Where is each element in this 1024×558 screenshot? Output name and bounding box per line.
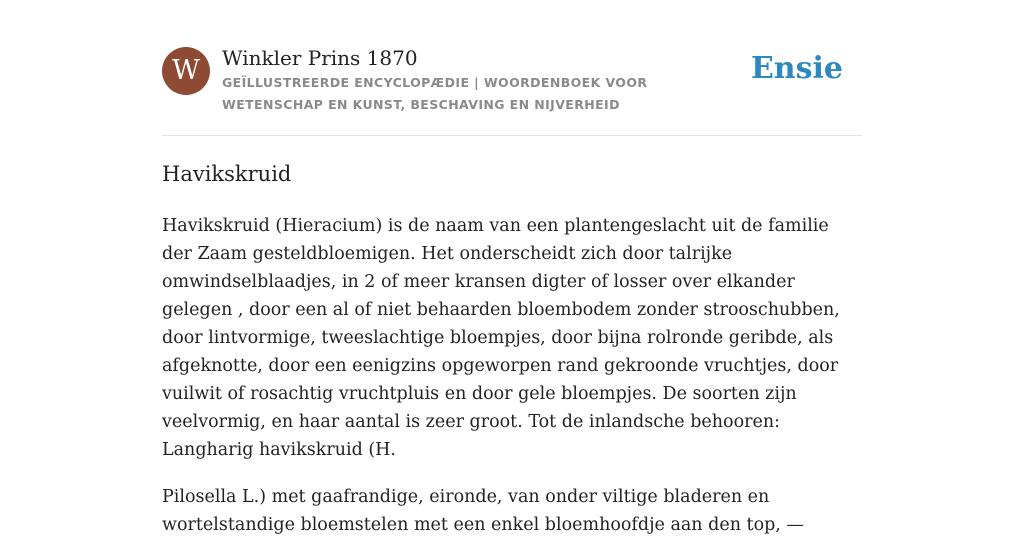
- source-subtitle: GEÏLLUSTREERDE ENCYCLOPÆDIE | WOORDENBOEK VOOR WETENSCHAP EN KUNST, BESCHAVING EN NIJVERHEID: [222, 75, 648, 112]
- source-header: [162, 45, 862, 135]
- source-title[interactable]: Winkler Prins 1870: [222, 46, 418, 70]
- article-body: [162, 212, 862, 558]
- article-paragraph: Havikskruid (Hieracium) is de naam van een plantengeslacht uit de familie der Zaam gesteldbloemigen. Het onderscheidt zich door talrijke omwindselblaadjes, in 2 of meer kransen digter of losser over elkander gelegen , door een al of niet behaarden bloembodem zonder strooschubben, door lintvormige, tweeslachtige bloempjes, door bijna rolronde geribde, als afgeknotte, door een eenigzins opgeworpen rand gekroonde vruchtjes, door vuilwit of rosachtig vruchtpluis en door gele bloempjes. De soorten zijn veelvormig, en haar aantal is zeer groot. Tot de inlandsche behooren: Langharig havikskruid (H.: [162, 216, 840, 460]
- header-divider: [162, 135, 862, 136]
- ensie-logo-link[interactable]: Ensie: [750, 51, 843, 86]
- article-title: Havikskruid: [162, 162, 292, 186]
- article-paragraph: Pilosella L.) met gaafrandige, eironde, van onder viltige bladeren en wortelstandige bloemstelen met een enkel bloemhoofdje aan den top, —: [162, 487, 804, 535]
- source-avatar[interactable]: W: [162, 47, 210, 95]
